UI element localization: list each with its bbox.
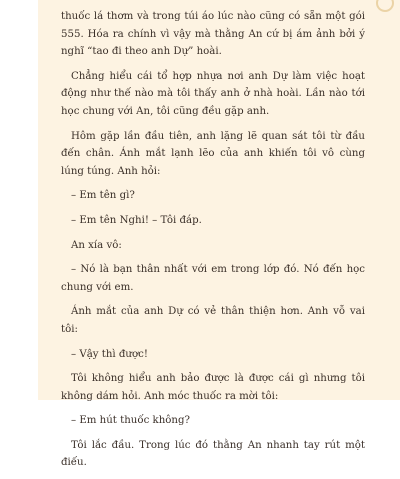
paragraph: An xía vô: [71, 239, 122, 251]
dialogue-line: – Em hút thuốc không? [71, 415, 190, 427]
book-page [38, 0, 400, 469]
paragraph: Tôi không hiểu anh bảo được là được cái gì nhưng tôi không dám hỏi. Anh móc thuốc ra mời tôi: [61, 373, 365, 402]
dialogue-line: – Vậy thì được! [71, 348, 148, 360]
dialogue-line: – Nó là bạn thân nhất với em trong lớp đó. Nó đến học chung với em. [61, 264, 365, 293]
paragraph: thuốc lá thơm và trong túi áo lúc nào cũng có sẵn một gói 555. Hóa ra chính vì vậy mà thằng An cứ bị ám ảnh bởi ý nghĩ “tao đi theo anh Dự” hoài. [61, 11, 365, 58]
dialogue-line: – Em tên Nghi! – Tôi đáp. [71, 214, 202, 226]
paragraph: Tôi lắc đầu. Trong lúc đó thằng An nhanh tay rút một điếu. [61, 439, 365, 469]
dialogue-line: – Em tên gì? [71, 190, 135, 202]
corner-decoration-icon [376, 0, 394, 12]
page-body-text [61, 8, 365, 479]
paragraph: Chẳng hiểu cái tổ hợp nhựa nơi anh Dự làm việc hoạt động như thế nào mà tôi thấy anh ở nhà hoài. Lần nào tới học chung với An, tôi cũng đều gặp anh. [61, 70, 365, 117]
paragraph: Ánh mắt của anh Dự có vẻ thân thiện hơn. Anh vỗ vai tôi: [61, 306, 365, 335]
paragraph: Hôm gặp lần đầu tiên, anh lặng lẽ quan sát tôi từ đầu đến chân. Ánh mắt lạnh lẽo của anh khiến tôi vô cùng lúng túng. Anh hỏi: [61, 130, 365, 177]
